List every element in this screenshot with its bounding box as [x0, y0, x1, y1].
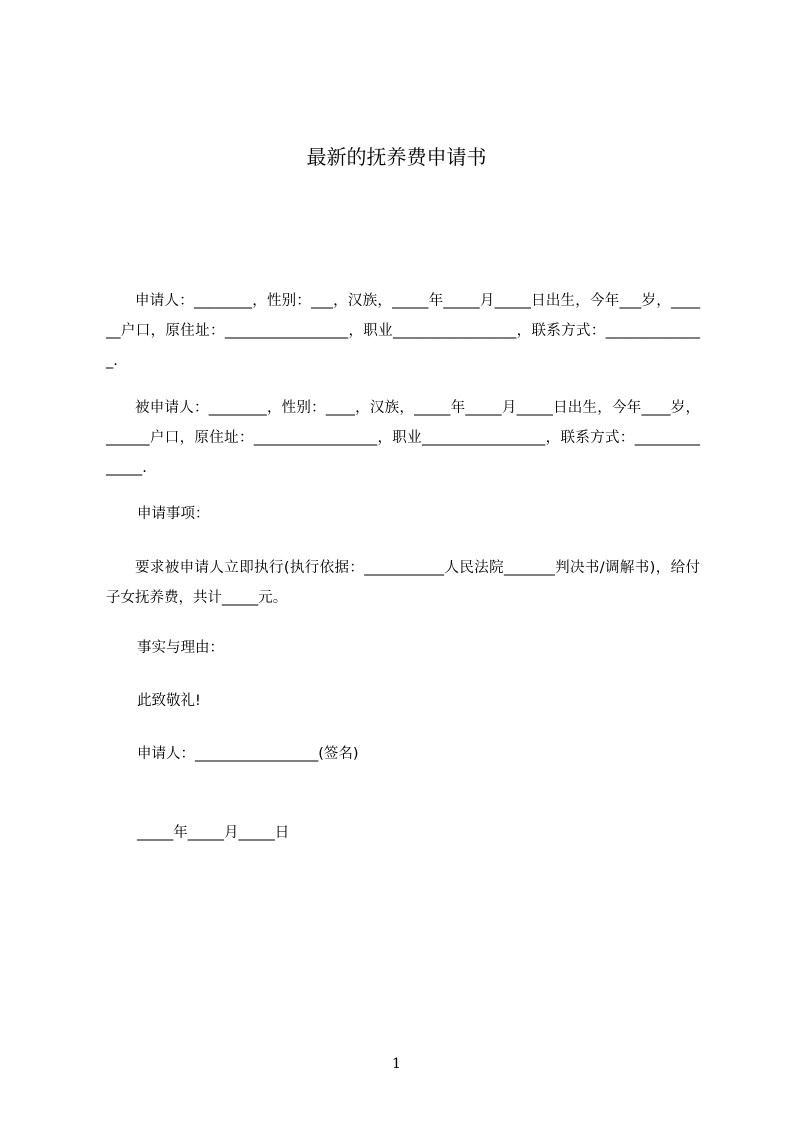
respondent-info-paragraph: 被申请人：________，性别：____，汉族，_____年_____月_____日出生，今年____岁，______户口，原住址：_________________，职业_________________，联系方式：______________. [106, 400, 700, 476]
applicant-info-paragraph: 申请人：________，性别：___，汉族，_____年_____月_____日出生，今年___岁，______户口，原住址：_________________，职业_________________，联系方式：______________. [106, 293, 700, 369]
facts-heading: 事实与理由： [137, 640, 224, 656]
page-number: 1 [392, 1056, 401, 1072]
request-body-paragraph: 要求被申请人立即执行(执行依据：___________人民法院_______判决书/调解书)，给付子女抚养费，共计_____元。 [106, 560, 700, 606]
closing-salutation: 此致敬礼! [137, 693, 201, 709]
document-title: 最新的抚养费申请书 [306, 145, 487, 169]
request-heading: 申请事项： [137, 506, 210, 522]
signature-line: 申请人：_________________(签名) [137, 746, 359, 762]
date-line: _____年_____月_____日 [137, 825, 290, 841]
